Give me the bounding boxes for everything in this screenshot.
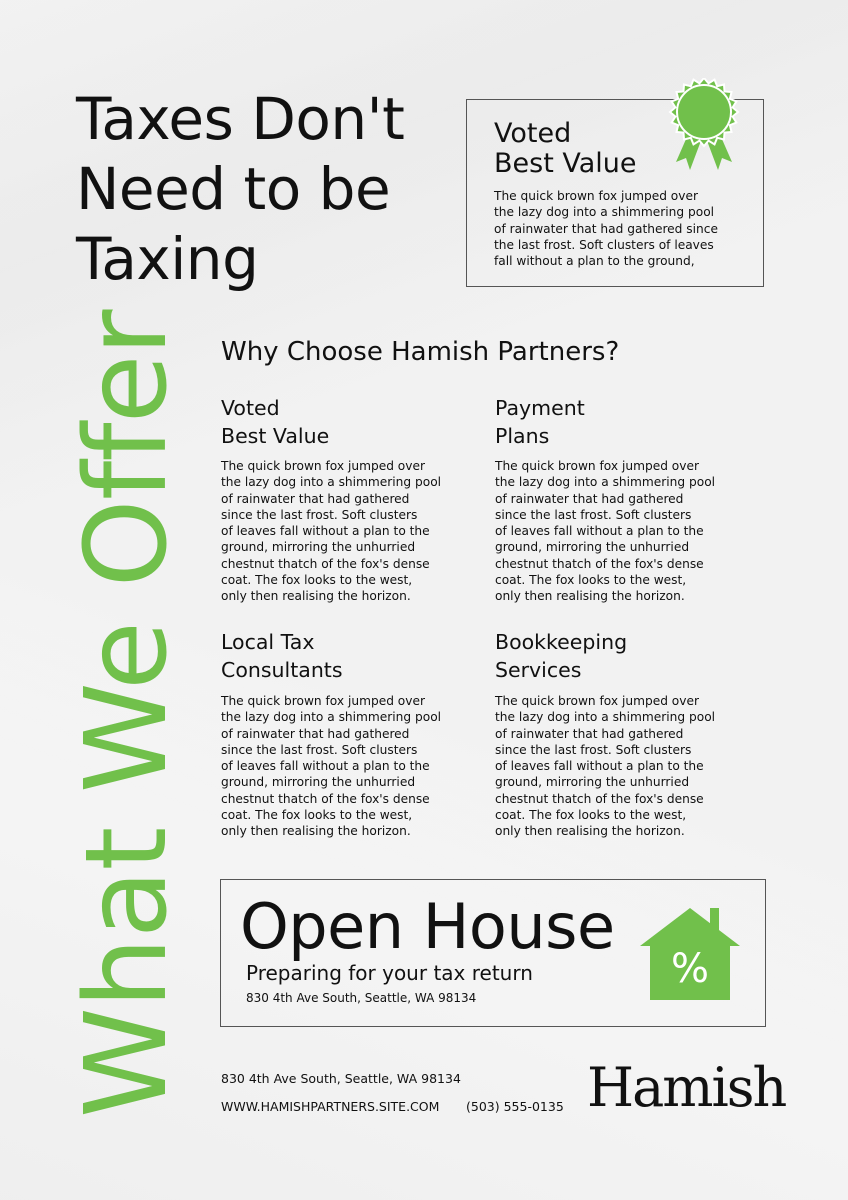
open-house-title: Open House xyxy=(240,890,615,963)
service-description-line: ground, mirroring the unhurried xyxy=(495,775,690,790)
service-description-line: chestnut thatch of the fox's dense xyxy=(495,556,704,571)
house-percent-icon xyxy=(638,906,742,1002)
service-description-line: since the last frost. Soft clusters xyxy=(495,742,692,757)
service-description-line: only then realising the horizon. xyxy=(495,589,685,604)
service-description-line: The quick brown fox jumped over xyxy=(495,459,699,473)
page-title-line: Taxes Don't xyxy=(76,85,405,153)
service-description-line: since the last frost. Soft clusters xyxy=(221,507,418,522)
service-description xyxy=(495,458,731,605)
service-description xyxy=(221,458,457,605)
section-heading: Why Choose Hamish Partners? xyxy=(221,337,620,367)
what-we-offer-banner: What We Offer xyxy=(62,310,192,1118)
service-description-line: the lazy dog into a shimmering pool xyxy=(495,475,716,490)
service-description-line: the lazy dog into a shimmering pool xyxy=(495,710,716,725)
award-title xyxy=(494,119,694,179)
service-description-line: of rainwater that had gathered xyxy=(221,726,410,741)
service-description-line: of leaves fall without a plan to the xyxy=(221,759,430,774)
service-description-line: coat. The fox looks to the west, xyxy=(495,808,687,823)
service-title-line: Local Tax xyxy=(221,630,315,654)
service-description-line: only then realising the horizon. xyxy=(221,589,411,604)
footer-website[interactable]: WWW.HAMISHPARTNERS.SITE.COM xyxy=(221,1099,440,1114)
service-description-line: chestnut thatch of the fox's dense xyxy=(495,791,704,806)
service-description-line: only then realising the horizon. xyxy=(495,824,685,839)
service-description-line: the lazy dog into a shimmering pool xyxy=(221,710,442,725)
page-title-line: Need to be xyxy=(76,155,391,223)
service-description-line: since the last frost. Soft clusters xyxy=(221,742,418,757)
service-description-line: chestnut thatch of the fox's dense xyxy=(221,791,430,806)
footer-phone[interactable]: (503) 555-0135 xyxy=(466,1099,564,1114)
service-title xyxy=(221,394,441,450)
award-description-line: the lazy dog into a shimmering pool xyxy=(494,205,715,220)
service-title-line: Services xyxy=(495,658,582,682)
open-house-subtitle: Preparing for your tax return xyxy=(246,961,533,985)
award-title-line: Best Value xyxy=(494,148,637,179)
page-title xyxy=(76,84,456,294)
award-description-line: fall without a plan to the ground, xyxy=(494,254,695,269)
service-description-line: coat. The fox looks to the west, xyxy=(221,808,413,823)
service-description-line: The quick brown fox jumped over xyxy=(221,694,425,708)
service-title-line: Voted xyxy=(221,396,280,420)
service-title xyxy=(495,628,715,684)
service-description-line: The quick brown fox jumped over xyxy=(221,459,425,473)
service-title-line: Consultants xyxy=(221,658,343,682)
open-house-address: 830 4th Ave South, Seattle, WA 98134 xyxy=(246,991,477,1005)
service-description-line: ground, mirroring the unhurried xyxy=(221,540,416,555)
award-description xyxy=(494,188,744,269)
percent-symbol: % xyxy=(670,946,710,992)
service-description-line: only then realising the horizon. xyxy=(221,824,411,839)
service-description-line: ground, mirroring the unhurried xyxy=(495,540,690,555)
award-description-line: the last frost. Soft clusters of leaves xyxy=(494,237,714,252)
service-description-line: of rainwater that had gathered xyxy=(495,726,684,741)
service-description-line: chestnut thatch of the fox's dense xyxy=(221,556,430,571)
service-description-line: of rainwater that had gathered xyxy=(495,491,684,506)
service-description-line: of leaves fall without a plan to the xyxy=(495,524,704,539)
service-description xyxy=(221,693,457,840)
award-rosette-icon xyxy=(666,78,742,174)
service-title xyxy=(221,628,441,684)
service-title-line: Bookkeeping xyxy=(495,630,628,654)
footer-address: 830 4th Ave South, Seattle, WA 98134 xyxy=(221,1071,461,1086)
service-description-line: of leaves fall without a plan to the xyxy=(495,759,704,774)
service-description-line: of leaves fall without a plan to the xyxy=(221,524,430,539)
page-title-line: Taxing xyxy=(76,225,259,293)
service-title-line: Best Value xyxy=(221,424,330,448)
service-description-line: coat. The fox looks to the west, xyxy=(221,573,413,588)
service-description-line: since the last frost. Soft clusters xyxy=(495,507,692,522)
service-title xyxy=(495,394,715,450)
service-description-line: coat. The fox looks to the west, xyxy=(495,573,687,588)
service-title-line: Payment xyxy=(495,396,585,420)
service-description-line: The quick brown fox jumped over xyxy=(495,694,699,708)
award-title-line: Voted xyxy=(494,118,572,149)
brand-logo: Hamish xyxy=(587,1056,786,1119)
service-description xyxy=(495,693,731,840)
award-description-line: The quick brown fox jumped over xyxy=(494,189,698,203)
service-title-line: Plans xyxy=(495,424,550,448)
service-description-line: ground, mirroring the unhurried xyxy=(221,775,416,790)
service-description-line: of rainwater that had gathered xyxy=(221,491,410,506)
service-description-line: the lazy dog into a shimmering pool xyxy=(221,475,442,490)
award-description-line: of rainwater that had gathered since xyxy=(494,221,718,236)
